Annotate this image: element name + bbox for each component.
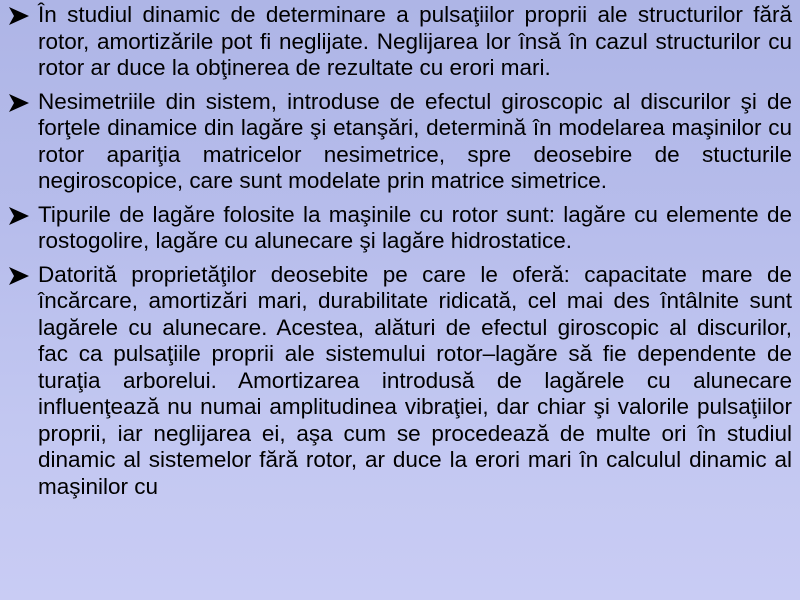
bullet-item-sliding-bearings bbox=[8, 262, 792, 501]
arrowhead-bullet-icon bbox=[8, 266, 30, 286]
bullet-list bbox=[8, 2, 792, 507]
arrowhead-bullet-icon bbox=[8, 206, 30, 226]
bullet-item-bearing-types bbox=[8, 202, 792, 255]
bullet-item-damping-neglect bbox=[8, 2, 792, 82]
bullet-item-asymmetry bbox=[8, 89, 792, 195]
bullet-text: Nesimetriile din sistem, introduse de efectul giroscopic al discurilor şi de forţele dinamice din lagăre şi etanşări, determină în modelarea maşinilor cu rotor apariţia matricelor nesimetrice, spre deosebire de stucturile negiroscopice, care sunt modelate prin matrice simetrice. bbox=[38, 88, 792, 193]
bullet-text: Datorită proprietăţilor deosebite pe care le oferă: capacitate mare de încărcare, amortizări mari, durabilitate ridicată, cel mai des întâlnite sunt lagărele cu alunecare. Acestea, alături de efectul giroscopic al discurilor, fac ca pulsaţiile proprii ale sistemului rotor–lagăre să fie dependente de turaţia arborelui. Amortizarea introdusă de lagărele cu alunecare influenţează nu numai amplitudinea vibraţiei, dar chiar şi valorile pulsaţiilor proprii, iar neglijarea ei, aşa cum se procedează de multe ori în studiul dinamic al sistemelor fără rotor, ar duce la erori mari în calculul dinamic al maşinilor cu bbox=[38, 261, 792, 499]
bullet-text: În studiul dinamic de determinare a pulsaţiilor proprii ale structurilor fără rotor, amortizările pot fi neglijate. Neglijarea lor însă în cazul structurilor cu rotor ar duce la obţinerea de rezultate cu erori mari. bbox=[38, 2, 792, 80]
arrowhead-bullet-icon bbox=[8, 6, 30, 26]
arrowhead-bullet-icon bbox=[8, 93, 30, 113]
bullet-text: Tipurile de lagăre folosite la maşinile cu rotor sunt: lagăre cu elemente de rostogolire, lagăre cu alunecare şi lagăre hidrostatice. bbox=[38, 201, 792, 253]
